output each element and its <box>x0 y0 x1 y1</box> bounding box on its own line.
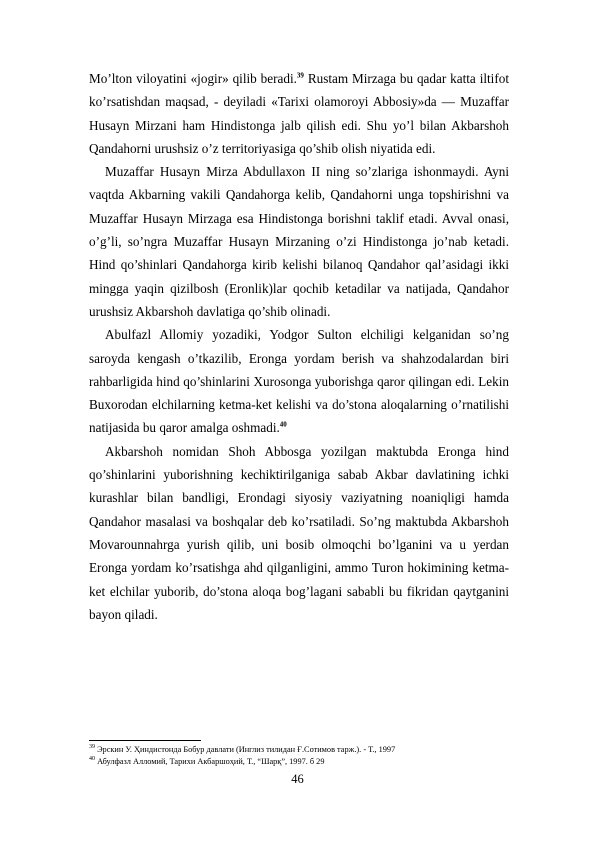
footnote-39 <box>89 744 519 756</box>
paragraph-2-text: Muzaffar Husayn Mirza Abdullaxon II ning so’zlariga ishonmaydi. Ayni vaqtda Akbarning vakili Qandahorga kelib, Qandahorni unga topshirishni va Muzaffar Husayn Mirzaga esa Hindistonga borishni taklif etadi. Avval onasi, o’g’li, so’ngra Muzaffar Husayn Mirzaning o’zi Hindistonga jo’nab ketadi. Hind qo’shinlari Qandahorga kirib kelishi bilanoq Qandahor qal’asidagi ikki mingga yaqin qizilbosh (Eronlik)lar qochib ketadilar va natijada, Qandahor urushsiz Akbarshoh davlatiga qo’shib olinadi. <box>89 164 509 319</box>
paragraph-4 <box>89 440 509 626</box>
paragraph-1 <box>89 67 509 160</box>
footnote-ref-40[interactable]: 40 <box>279 421 287 430</box>
body-text <box>89 67 509 626</box>
footnote-text: Эрскин У. Ҳиндистонда Бобур давлати (Инглиз тилидан Ғ.Сотимов тарж.). - Т., 1997 <box>95 745 396 754</box>
paragraph-3-text: Abulfazl Allomiy yozadiki, Yodgor Sulton elchiligi kelganidan so’ng saroyda kengash o’tkazilib, Eronga yordam berish va shahzodalardan biri rahbarligida hind qo’shinlarini Xurosonga yuborishga qaror qilingan edi. Lekin Buxorodan elchilarning ketma-ket kelishi va do’stona aloqalarning o’rnatilishi natijasida bu qaror amalga oshmadi. <box>89 327 509 436</box>
paragraph-4-text: Akbarshoh nomidan Shoh Abbosga yozilgan maktubda Eronga hind qo’shinlarini yuborishning kechiktirilganiga sabab Akbar davlatining ichki kurashlar bilan bandligi, Erondagi siyosiy vaziyatning noaniqligi hamda Qandahor masalasi va boshqalar deb ko’rsatiladi. So’ng maktubda Akbarshoh Movarounnahrga yurish qilib, uni bosib olmoqchi bo’lganini va u yerdan Eronga yordam ko’rsatishga ahd qilganligini, ammo Turon hokimining ketma-ket elchilar yuborib, do’stona aloqa bog’lagani sababli bu fikridan qaytganini bayon qiladi. <box>89 443 509 622</box>
paragraph-3 <box>89 323 509 439</box>
footnote-ref-39[interactable]: 39 <box>296 71 304 80</box>
paragraph-1-text: Mo’lton viloyatini «jogir» qilib beradi. <box>89 71 297 86</box>
footnote-40 <box>89 756 519 768</box>
footnote-text: Абулфазл Алломий, Тарихи Акбаршоҳий, Т., “Шарқ”, 1997. б 29 <box>95 757 325 766</box>
paragraph-2 <box>89 160 509 323</box>
footnote-number: 39 <box>89 744 95 751</box>
footnotes <box>89 744 519 768</box>
footnote-divider <box>89 740 201 741</box>
footnote-number: 40 <box>89 756 95 763</box>
paragraph-1-text-continued: Rustam Mirzaga bu qadar katta iltifot ko’rsatishdan maqsad, - deyiladi «Tarixi olamoroyi Abbosiy»da — Muzaffar Husayn Mirzani ham Hindistonga jalb qilish edi. Shu yo’l bilan Akbarshoh Qandahorni urushsiz o’z territoriyasiga qo’shib olish niyatida edi. <box>89 71 509 156</box>
page-number: 46 <box>291 772 304 786</box>
